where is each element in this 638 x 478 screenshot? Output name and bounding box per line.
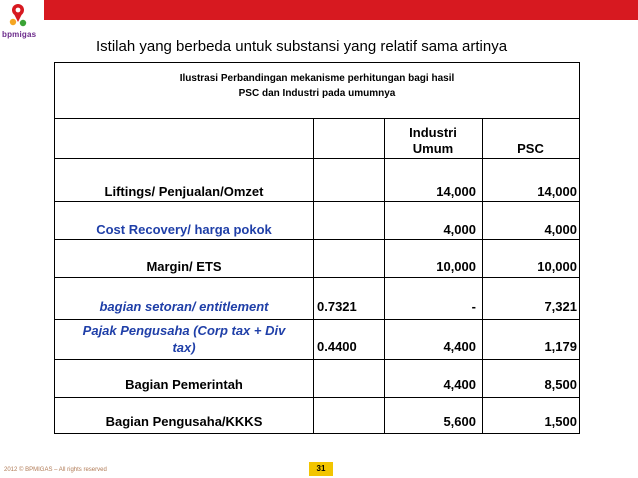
footer-copyright: 2012 © BPMIGAS – All rights reserved [4, 467, 107, 473]
row-label-pajak-line1: Pajak Pengusaha (Corp tax + Div [82, 323, 286, 338]
table-divider [55, 277, 579, 278]
row-industri-pajak: 4,400 [443, 339, 476, 354]
table-divider [55, 397, 579, 398]
row-industri-pemerintah: 4,400 [443, 377, 476, 392]
row-psc-pengusaha: 1,500 [544, 414, 577, 429]
table-divider [55, 201, 579, 202]
header-industri-line2: Umum [412, 141, 454, 156]
header-industri-line1: Industri [409, 125, 457, 140]
comparison-table [54, 62, 580, 434]
row-industri-entitlement: - [471, 299, 476, 314]
row-label-pemerintah: Bagian Pemerintah [125, 377, 243, 392]
table-divider [55, 239, 579, 240]
table-caption-line2: PSC dan Industri pada umumnya [238, 88, 396, 99]
row-industri-pengusaha: 5,600 [443, 414, 476, 429]
row-label-liftings: Liftings/ Penjualan/Omzet [104, 184, 264, 199]
row-label-margin: Margin/ ETS [146, 259, 222, 274]
table-divider [55, 319, 579, 320]
top-red-bar [44, 0, 638, 20]
row-industri-cost-recovery: 4,000 [443, 222, 476, 237]
logo-mark-icon [4, 2, 44, 32]
row-label-pengusaha: Bagian Pengusaha/KKKS [105, 414, 263, 429]
page-number: 31 [309, 462, 333, 476]
slide-subtitle: Istilah yang berbeda untuk substansi yang relatif sama artinya [96, 38, 508, 55]
header-industri [384, 125, 482, 157]
row-psc-cost-recovery: 4,000 [544, 222, 577, 237]
row-psc-pajak: 1,179 [544, 339, 577, 354]
row-label-pajak [55, 322, 313, 356]
row-label-cost-recovery: Cost Recovery/ harga pokok [96, 222, 272, 237]
row-industri-liftings: 14,000 [436, 184, 476, 199]
table-divider [55, 359, 579, 360]
table-divider [55, 158, 579, 159]
table-column-divider [313, 118, 314, 433]
row-factor-pajak: 0.4400 [317, 339, 357, 354]
row-label-pajak-line2: tax) [172, 340, 196, 355]
row-psc-margin: 10,000 [537, 259, 577, 274]
table-caption-line1: Ilustrasi Perbandingan mekanisme perhitungan bagi hasil [179, 73, 455, 84]
table-divider [55, 118, 579, 119]
header-psc: PSC [517, 141, 544, 156]
row-psc-pemerintah: 8,500 [544, 377, 577, 392]
row-label-entitlement: bagian setoran/ entitlement [99, 299, 269, 314]
row-industri-margin: 10,000 [436, 259, 476, 274]
logo-text: bpmigas [2, 30, 37, 39]
row-factor-entitlement: 0.7321 [317, 299, 357, 314]
row-psc-entitlement: 7,321 [544, 299, 577, 314]
row-psc-liftings: 14,000 [537, 184, 577, 199]
